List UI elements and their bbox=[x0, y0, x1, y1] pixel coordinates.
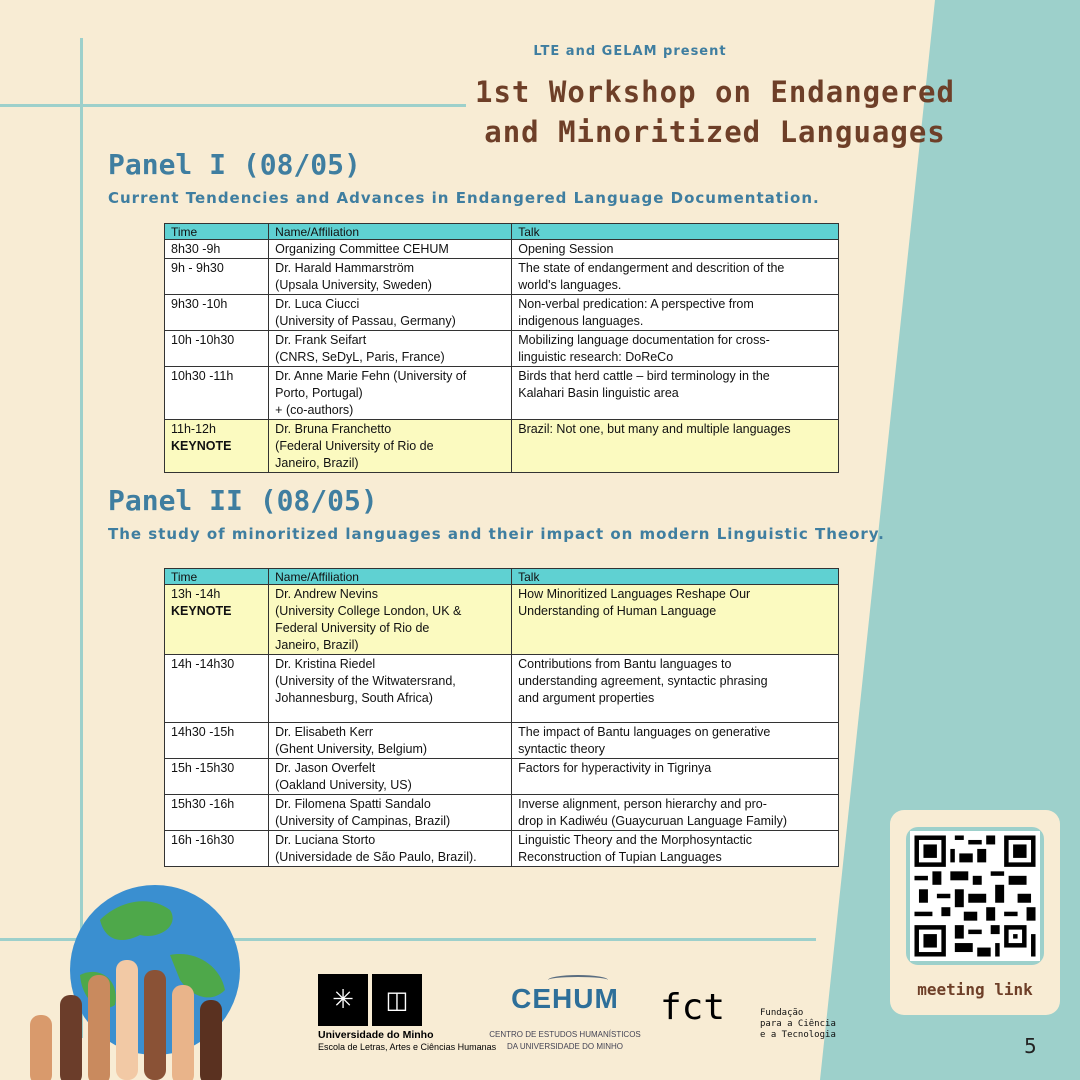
col-header-time: Time bbox=[165, 569, 269, 585]
time-text: 15h -15h30 bbox=[171, 761, 235, 775]
qr-code-graphic bbox=[910, 831, 1040, 961]
cell-name: Dr. Bruna Franchetto (Federal University of Rio de Janeiro, Brazil) bbox=[269, 420, 512, 473]
time-text: 13h -14h bbox=[171, 587, 221, 601]
cell-talk: Birds that herd cattle – bird terminology in the Kalahari Basin linguistic area bbox=[512, 367, 839, 420]
panel2-schedule-table bbox=[164, 568, 839, 867]
cehum-name: CEHUM bbox=[511, 983, 619, 1014]
cell-time bbox=[165, 655, 269, 723]
cell-time bbox=[165, 795, 269, 831]
meeting-link-label[interactable]: meeting link bbox=[917, 980, 1033, 999]
time-text: 11h-12h bbox=[171, 422, 216, 436]
time-text: 15h30 -16h bbox=[171, 797, 235, 811]
meeting-link-card[interactable] bbox=[890, 810, 1060, 1015]
table-row bbox=[165, 295, 839, 331]
fct-wordmark: fct bbox=[660, 987, 726, 1028]
cell-name: Dr. Andrew Nevins (University College London, UK & Federal University of Rio de Janeiro, Brazil) bbox=[269, 585, 512, 655]
table-row bbox=[165, 240, 839, 259]
decor-line-top bbox=[0, 104, 466, 107]
table-row bbox=[165, 723, 839, 759]
cell-name: Dr. Jason Overfelt (Oakland University, US) bbox=[269, 759, 512, 795]
uminho-mark-icon: ◫ bbox=[372, 974, 422, 1026]
cell-talk: Opening Session bbox=[512, 240, 839, 259]
uminho-school: Escola de Letras, Artes e Ciências Humanas bbox=[318, 1042, 497, 1052]
cell-time bbox=[165, 259, 269, 295]
col-header-name: Name/Affiliation bbox=[269, 569, 512, 585]
cell-time bbox=[165, 723, 269, 759]
cell-talk: Contributions from Bantu languages to understanding agreement, syntactic phrasing and argument properties bbox=[512, 655, 839, 723]
cell-name: Dr. Luciana Storto (Universidade de São Paulo, Brazil). bbox=[269, 831, 512, 867]
fct-line2: para a Ciência bbox=[760, 1019, 836, 1029]
time-text: 10h -10h30 bbox=[171, 333, 235, 347]
time-text: 10h30 -11h bbox=[171, 369, 234, 383]
cell-time bbox=[165, 367, 269, 420]
time-text: 14h30 -15h bbox=[171, 725, 235, 739]
workshop-title-line1: 1st Workshop on Endangered bbox=[475, 75, 955, 109]
workshop-title-line2: and Minoritized Languages bbox=[484, 115, 946, 149]
cell-time bbox=[165, 420, 269, 473]
col-header-talk: Talk bbox=[512, 224, 839, 240]
col-header-name: Name/Affiliation bbox=[269, 224, 512, 240]
table-header-row bbox=[165, 569, 839, 585]
presents-text: LTE and GELAM present bbox=[533, 44, 727, 59]
panel2-title: Panel II (08/05) bbox=[108, 484, 378, 517]
panel1-schedule-table bbox=[164, 223, 839, 473]
keynote-label: KEYNOTE bbox=[171, 604, 232, 618]
cell-talk: Inverse alignment, person hierarchy and pro- drop in Kadiwéu (Guaycuruan Language Family) bbox=[512, 795, 839, 831]
globe-hands-illustration bbox=[20, 865, 250, 1080]
cell-talk: Non-verbal predication: A perspective from indigenous languages. bbox=[512, 295, 839, 331]
cell-name: Dr. Elisabeth Kerr (Ghent University, Belgium) bbox=[269, 723, 512, 759]
keynote-row bbox=[165, 420, 839, 473]
fct-line3: e a Tecnologia bbox=[760, 1030, 836, 1040]
table-row bbox=[165, 367, 839, 420]
cell-name: Dr. Frank Seifart (CNRS, SeDyL, Paris, France) bbox=[269, 331, 512, 367]
cell-time bbox=[165, 240, 269, 259]
qr-code-icon[interactable] bbox=[906, 827, 1044, 965]
table-row bbox=[165, 331, 839, 367]
cell-talk: Mobilizing language documentation for cross- linguistic research: DoReCo bbox=[512, 331, 839, 367]
keynote-row bbox=[165, 585, 839, 655]
cell-name: Dr. Luca Ciucci (University of Passau, Germany) bbox=[269, 295, 512, 331]
table-header-row bbox=[165, 224, 839, 240]
workshop-title bbox=[470, 72, 960, 152]
cell-talk: The impact of Bantu languages on generative syntactic theory bbox=[512, 723, 839, 759]
panel1-title: Panel I (08/05) bbox=[108, 148, 361, 181]
time-text: 9h - 9h30 bbox=[171, 261, 224, 275]
cell-talk: How Minoritized Languages Reshape Our Understanding of Human Language bbox=[512, 585, 839, 655]
cell-time bbox=[165, 331, 269, 367]
cell-talk: Linguistic Theory and the Morphosyntactic Reconstruction of Tupian Languages bbox=[512, 831, 839, 867]
panel1-subtitle: Current Tendencies and Advances in Endangered Language Documentation. bbox=[108, 189, 820, 207]
uminho-name: Universidade do Minho bbox=[318, 1029, 434, 1041]
table-row bbox=[165, 655, 839, 723]
cell-time bbox=[165, 585, 269, 655]
col-header-time: Time bbox=[165, 224, 269, 240]
table-row bbox=[165, 795, 839, 831]
keynote-label: KEYNOTE bbox=[171, 439, 232, 453]
time-text: 14h -14h30 bbox=[171, 657, 235, 671]
time-text: 8h30 -9h bbox=[171, 242, 221, 256]
cell-time bbox=[165, 295, 269, 331]
panel2-subtitle: The study of minoritized languages and their impact on modern Linguistic Theory. bbox=[108, 525, 885, 543]
cell-name: Organizing Committee CEHUM bbox=[269, 240, 512, 259]
time-text: 16h -16h30 bbox=[171, 833, 235, 847]
page-number: 5 bbox=[1024, 1034, 1037, 1058]
fct-logo bbox=[660, 988, 725, 1028]
fct-line1: Fundação bbox=[760, 1008, 804, 1018]
cell-talk: Factors for hyperactivity in Tigrinya bbox=[512, 759, 839, 795]
cehum-line2: DA UNIVERSIDADE DO MINHO bbox=[506, 1042, 623, 1051]
cehum-line1: CENTRO DE ESTUDOS HUMANÍSTICOS bbox=[489, 1030, 641, 1039]
time-text: 9h30 -10h bbox=[171, 297, 228, 311]
cell-name: Dr. Anne Marie Fehn (University of Porto, Portugal) + (co-authors) bbox=[269, 367, 512, 420]
cell-talk: The state of endangerment and descrition of the world's languages. bbox=[512, 259, 839, 295]
uminho-logo bbox=[318, 974, 422, 1026]
uminho-emblem-icon: ✳ bbox=[318, 974, 368, 1026]
table-row bbox=[165, 259, 839, 295]
table-row bbox=[165, 831, 839, 867]
col-header-talk: Talk bbox=[512, 569, 839, 585]
cell-name: Dr. Filomena Spatti Sandalo (University of Campinas, Brazil) bbox=[269, 795, 512, 831]
cell-talk: Brazil: Not one, but many and multiple languages bbox=[512, 420, 839, 473]
cell-name: Dr. Harald Hammarström (Upsala University, Sweden) bbox=[269, 259, 512, 295]
cell-name: Dr. Kristina Riedel (University of the Witwatersrand, Johannesburg, South Africa) bbox=[269, 655, 512, 723]
cell-time bbox=[165, 831, 269, 867]
cell-time bbox=[165, 759, 269, 795]
table-row bbox=[165, 759, 839, 795]
